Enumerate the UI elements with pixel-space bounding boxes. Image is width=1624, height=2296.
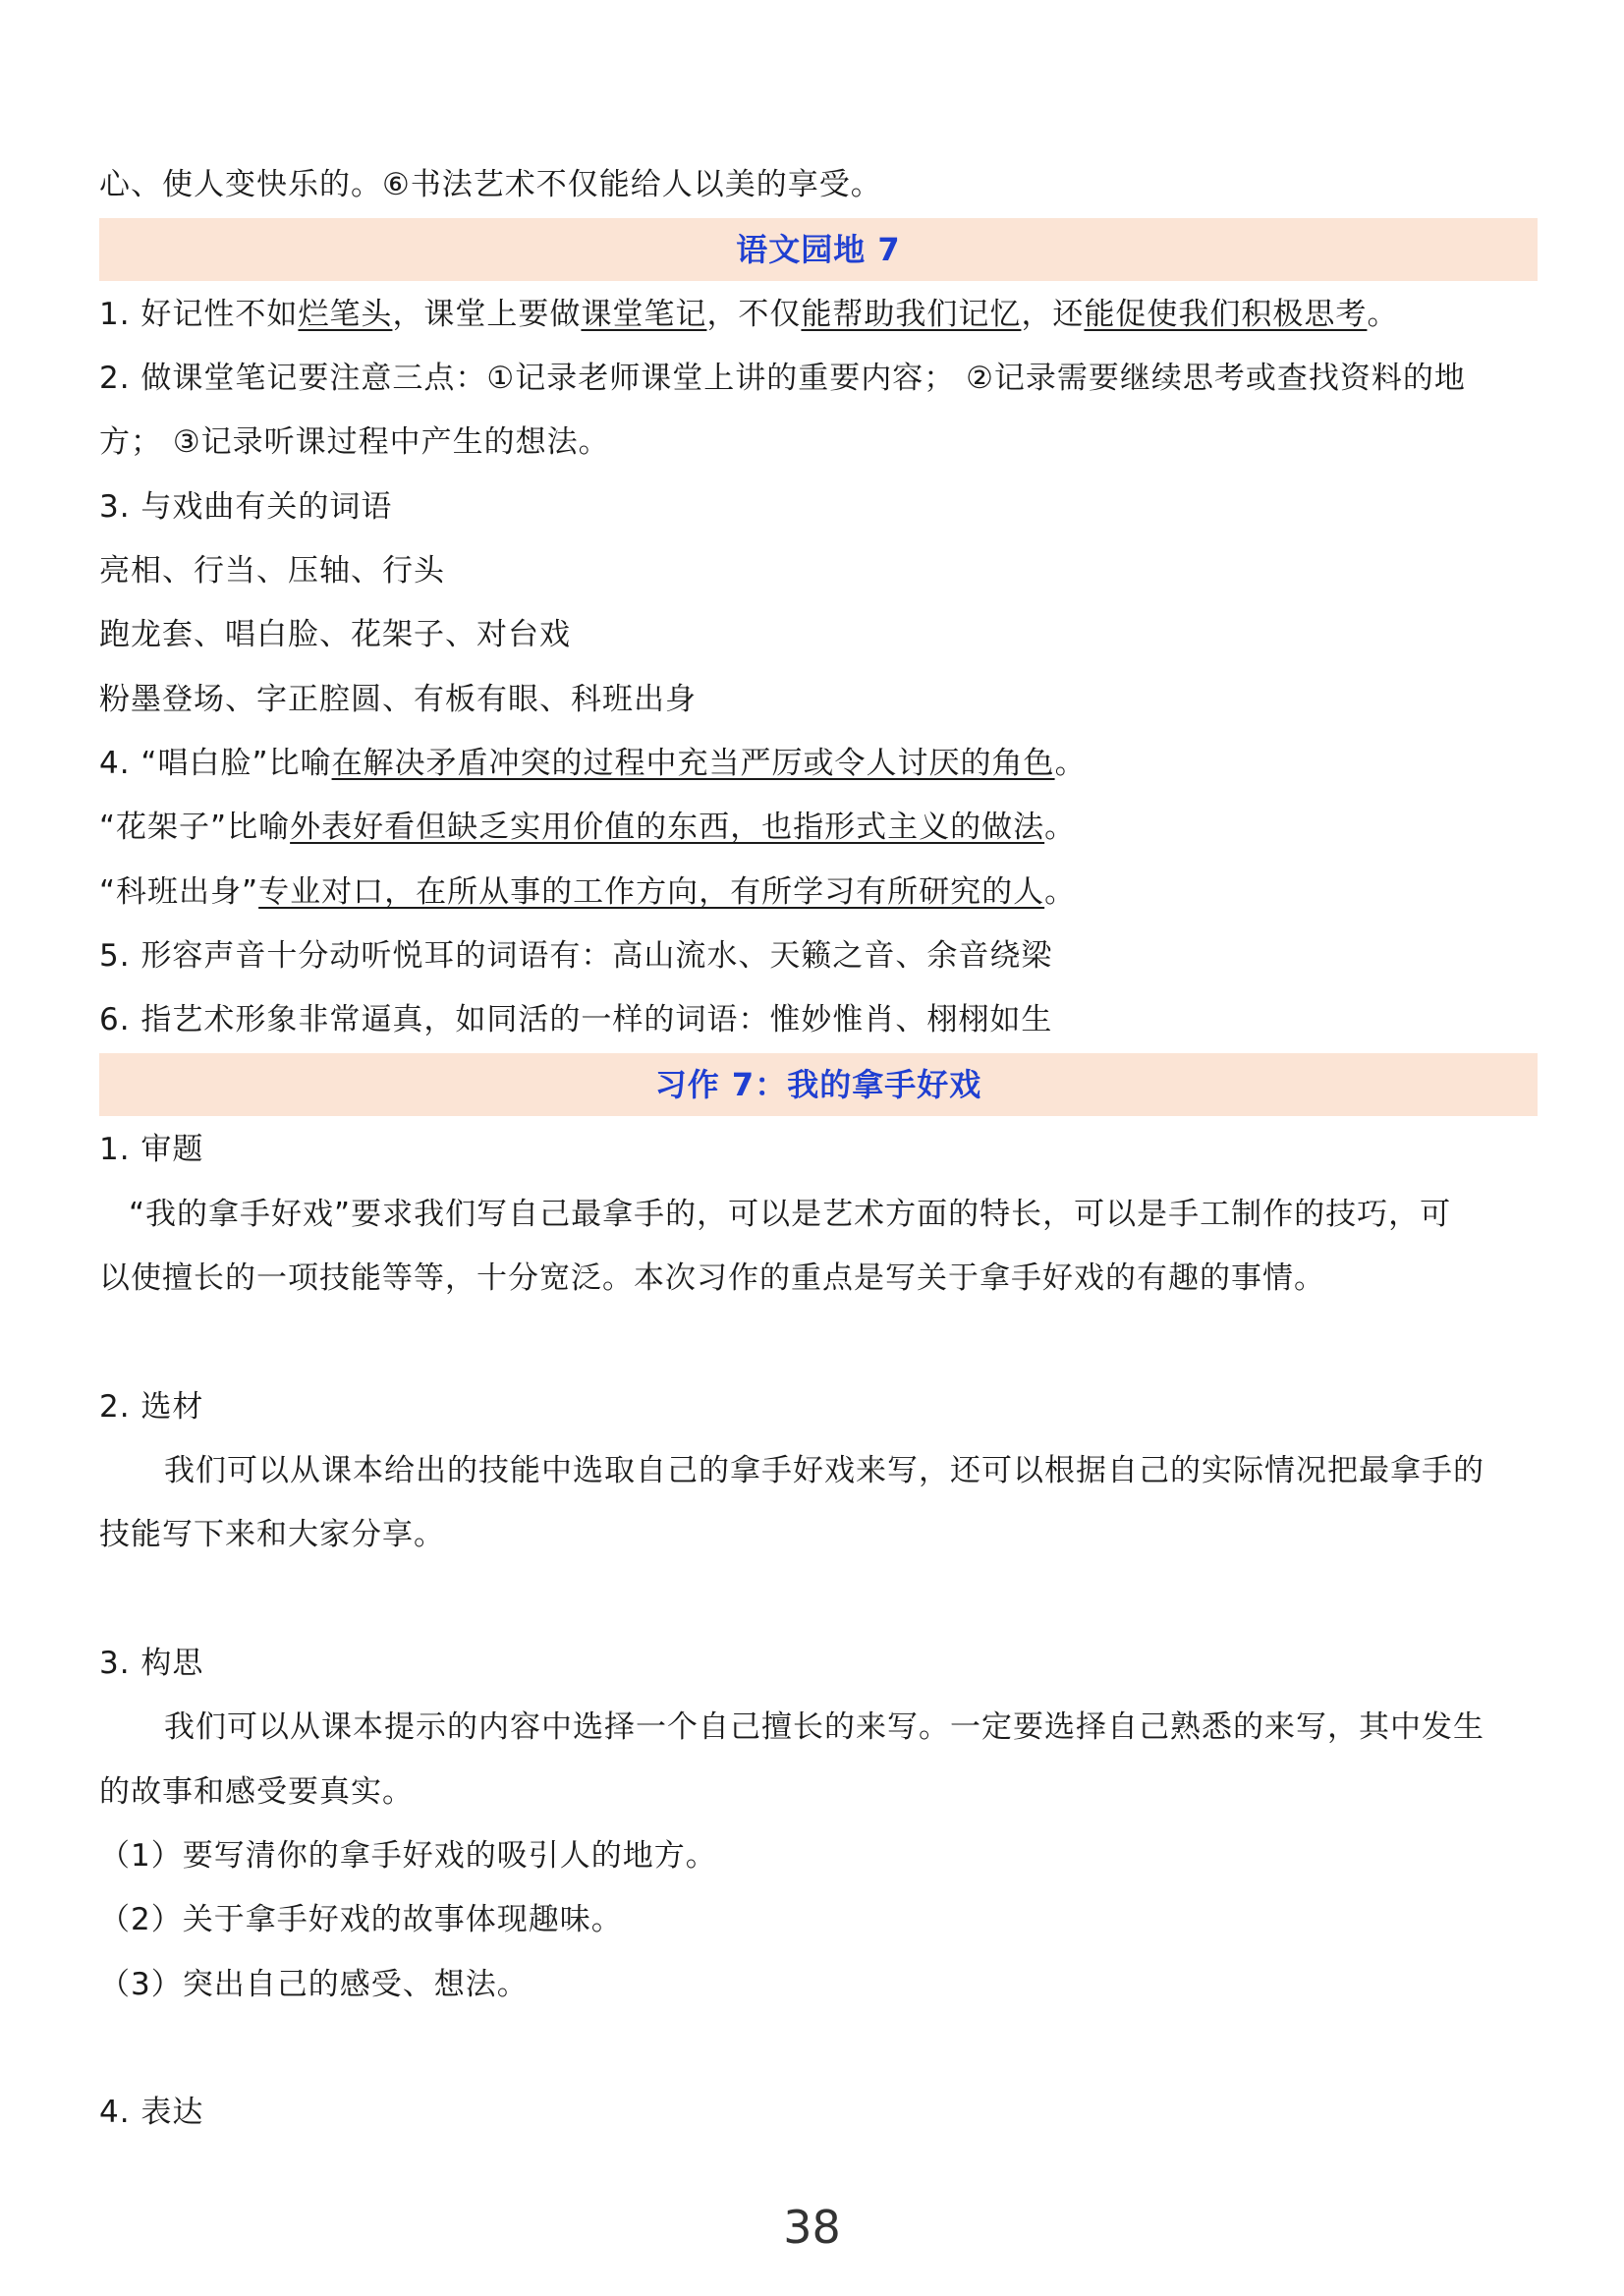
paragraph-line: 我们可以从课本提示的内容中选择一个自己擅长的来写。一定要选择自己熟悉的来写，其中发生 [164,1709,1484,1745]
item-4-line: 4. “唱白脸”比喻在解决矛盾冲突的过程中充当严厉或令人讨厌的角色。 [99,746,1087,781]
subsection-title-biaoda: 4. 表达 [99,2095,204,2130]
item-4-line: “花架子”比喻外表好看但缺乏实用价值的东西，也指形式主义的做法。 [99,810,1077,845]
list-item: （2）关于拿手好戏的故事体现趣味。 [99,1902,623,1937]
section-header-yuwen-yuandi: 语文园地 7 [99,218,1538,281]
word-row: 跑龙套、唱白脸、花架子、对台戏 [99,617,571,652]
subsection-title-xuancai: 2. 选材 [99,1389,204,1425]
section-header-xizuo: 习作 7：我的拿手好戏 [99,1053,1538,1116]
word-row: 粉墨登场、字正腔圆、有板有眼、科班出身 [99,682,697,717]
paragraph-line: 我们可以从课本给出的技能中选取自己的拿手好戏来写，还可以根据自己的实际情况把最拿手的 [164,1453,1484,1488]
item-6: 6. 指艺术形象非常逼真，如同活的一样的词语：惟妙惟肖、栩栩如生 [99,1002,1053,1037]
list-item: （3）突出自己的感受、想法。 [99,1967,529,2002]
subsection-title-shenti: 1. 审题 [99,1132,204,1167]
item-4-line: “科班出身”专业对口，在所从事的工作方向，有所学习有所研究的人。 [99,874,1077,910]
item-1: 1. 好记性不如烂笔头，课堂上要做课堂笔记，不仅能帮助我们记忆，还能促使我们积极思考。 [99,297,1399,332]
paragraph-line: 的故事和感受要真实。 [99,1774,414,1810]
item-3-title: 3. 与戏曲有关的词语 [99,489,393,525]
subsection-title-gousi: 3. 构思 [99,1646,204,1681]
page-number: 38 [783,2201,841,2254]
paragraph-line: 技能写下来和大家分享。 [99,1517,445,1552]
paragraph-line: 以使擅长的一项技能等等，十分宽泛。本次习作的重点是写关于拿手好戏的有趣的事情。 [99,1260,1325,1296]
item-2-line-1: 2. 做课堂笔记要注意三点：①记录老师课堂上讲的重要内容； ②记录需要继续思考或查找资料的地 [99,361,1466,396]
item-5: 5. 形容声音十分动听悦耳的词语有：高山流水、天籁之音、余音绕梁 [99,938,1053,974]
word-row: 亮相、行当、压轴、行头 [99,553,445,588]
list-item: （1）要写清你的拿手好戏的吸引人的地方。 [99,1838,717,1874]
paragraph-line: “我的拿手好戏”要求我们写自己最拿手的，可以是艺术方面的特长，可以是手工制作的技巧，可 [129,1197,1452,1232]
item-2-line-2: 方； ③记录听课过程中产生的想法。 [99,424,610,460]
continuation-line: 心、使人变快乐的。⑥书法艺术不仅能给人以美的享受。 [99,167,882,202]
